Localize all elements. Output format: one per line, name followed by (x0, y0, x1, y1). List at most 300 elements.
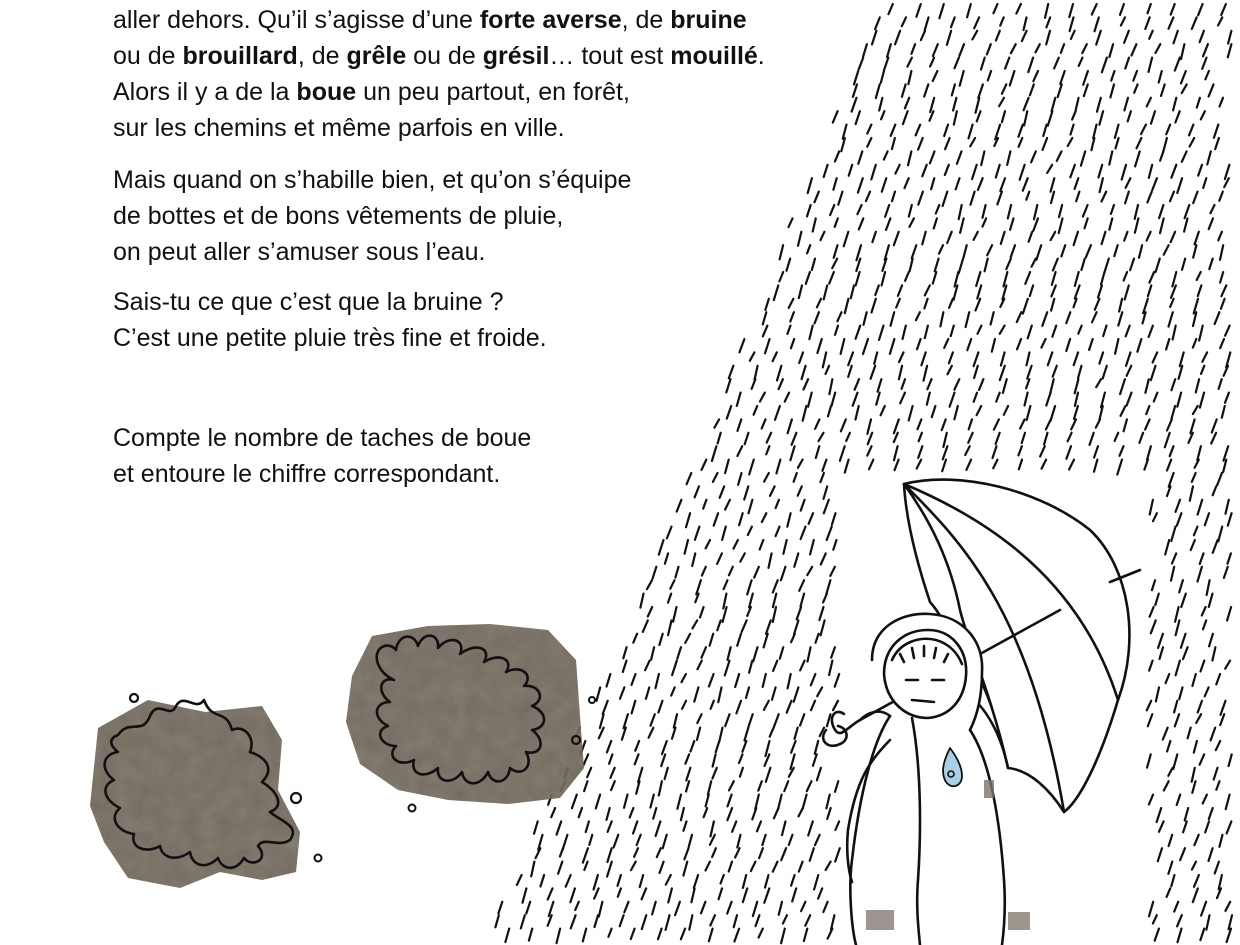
rain-streak (746, 687, 749, 698)
rain-streak (1200, 393, 1204, 408)
rain-streak (747, 580, 751, 594)
rain-streak (934, 218, 937, 228)
rain-streak (716, 741, 720, 752)
text-line: de bottes et de bons vêtements de pluie, (113, 202, 564, 230)
rain-streak (523, 888, 527, 902)
rain-streak (940, 312, 943, 326)
rain-streak (658, 701, 662, 713)
rain-streak (917, 460, 922, 469)
rain-streak (891, 125, 896, 136)
keyword-grele: grêle (346, 42, 407, 70)
rain-streak (829, 272, 834, 284)
rain-streak (607, 808, 610, 820)
rain-streak (1216, 781, 1219, 790)
rain-streak (665, 553, 668, 563)
rain-streak (909, 218, 914, 227)
rain-streak (895, 165, 899, 174)
rain-streak (799, 352, 803, 363)
rain-streak (652, 902, 656, 915)
rain-streak (1029, 232, 1033, 242)
rain-streak (1086, 245, 1091, 257)
rain-streak (918, 192, 923, 205)
rain-streak (1183, 647, 1188, 659)
rain-streak (1221, 285, 1226, 296)
rain-streak (694, 687, 698, 701)
rain-streak (820, 473, 824, 482)
rain-streak (1225, 326, 1230, 336)
rain-streak (763, 326, 768, 337)
rain-streak (1126, 352, 1131, 365)
text-line: et entoure le chiffre correspondant. (113, 460, 501, 488)
rain-streak (1008, 205, 1011, 218)
rain-streak (495, 915, 498, 927)
rain-streak (959, 44, 964, 56)
rain-streak (682, 674, 686, 682)
rain-streak (583, 754, 588, 765)
rain-streak (1220, 339, 1224, 348)
rain-streak (789, 299, 794, 308)
rain-streak (859, 58, 864, 70)
rain-streak (948, 366, 952, 375)
rain-streak (1046, 393, 1050, 406)
rain-streak (672, 728, 676, 739)
rain-streak (1096, 419, 1100, 427)
rain-streak (1227, 929, 1231, 942)
rain-streak (821, 553, 826, 564)
rain-streak (1076, 192, 1079, 202)
rain-streak (879, 98, 882, 111)
rain-streak (801, 500, 805, 511)
rain-streak (740, 553, 745, 561)
rain-streak (657, 848, 661, 857)
rain-streak (1229, 754, 1232, 766)
rain-streak (764, 473, 769, 482)
rain-streak (1158, 634, 1163, 648)
rain-streak (882, 272, 886, 285)
rain-streak (1160, 218, 1164, 233)
rain-streak (1209, 634, 1213, 647)
rain-streak (791, 634, 795, 642)
rain-streak (1198, 500, 1203, 515)
rain-streak (896, 299, 900, 308)
rain-streak (1081, 151, 1085, 165)
rain-streak (1190, 486, 1193, 500)
rain-streak (947, 31, 951, 45)
rain-streak (976, 272, 980, 286)
rain-streak (905, 178, 909, 188)
keyword-boue: boue (296, 78, 357, 106)
rain-streak (1176, 500, 1181, 512)
rain-streak (823, 352, 826, 367)
water-drop-icon (943, 748, 962, 786)
rain-streak (848, 366, 852, 377)
rain-streak (942, 460, 946, 472)
rain-streak (978, 178, 983, 190)
rain-streak (1155, 594, 1159, 606)
rain-streak (799, 580, 804, 591)
rain-streak (620, 915, 624, 926)
rain-streak (1103, 326, 1106, 337)
rain-streak (899, 352, 904, 362)
rain-streak (735, 674, 739, 687)
rain-streak (815, 312, 819, 323)
rain-streak (1202, 607, 1206, 616)
rain-streak (935, 259, 939, 272)
rain-streak (739, 513, 743, 525)
rain-streak (816, 634, 819, 643)
rain-streak (1116, 138, 1119, 148)
rain-streak (863, 44, 867, 57)
rain-streak (702, 567, 706, 576)
rain-streak (691, 888, 694, 902)
rain-streak (666, 915, 670, 930)
rain-streak (950, 393, 955, 407)
rain-streak (872, 31, 876, 45)
rain-streak (895, 31, 900, 45)
rain-streak (1219, 192, 1223, 201)
rain-streak (714, 419, 719, 427)
rain-streak (686, 513, 690, 527)
rain-streak (1227, 607, 1231, 621)
rain-streak (1165, 433, 1170, 448)
rain-streak (945, 138, 950, 149)
rain-streak (647, 580, 652, 589)
rain-streak (623, 647, 626, 658)
rain-streak (810, 848, 814, 861)
rain-streak (558, 862, 562, 874)
rain-streak (972, 165, 977, 179)
rain-streak (763, 674, 766, 687)
rain-streak (718, 687, 721, 702)
rain-streak (742, 620, 747, 632)
rain-streak (1214, 125, 1218, 138)
rain-streak (745, 728, 749, 741)
rain-streak (1193, 339, 1196, 348)
rain-streak (801, 902, 805, 911)
rain-streak (1046, 31, 1050, 45)
rain-streak (685, 540, 688, 554)
rain-streak (960, 218, 964, 232)
keyword-mouille: mouillé (670, 42, 758, 70)
rain-streak (814, 875, 818, 890)
rain-streak (943, 192, 948, 206)
rain-streak (903, 111, 908, 124)
rain-streak (943, 433, 946, 447)
rain-streak (894, 446, 898, 460)
rain-streak (648, 607, 652, 617)
rain-streak (744, 486, 748, 499)
rain-streak (1033, 71, 1038, 81)
rain-streak (977, 111, 981, 121)
rain-streak (1045, 4, 1048, 18)
rain-streak (807, 781, 812, 791)
rain-streak (596, 795, 600, 809)
rain-streak (608, 929, 611, 937)
rain-streak (1001, 232, 1005, 244)
rain-streak (1111, 71, 1114, 81)
rain-streak (666, 875, 671, 885)
rain-streak (727, 808, 732, 820)
rain-streak (659, 540, 664, 555)
rain-streak (1017, 339, 1021, 349)
rain-streak (976, 299, 981, 311)
rain-streak (845, 299, 849, 313)
rain-streak (1066, 339, 1070, 351)
rain-streak (1149, 902, 1153, 917)
rain-streak (729, 781, 734, 790)
rain-streak (1175, 58, 1180, 71)
rain-streak (1003, 379, 1007, 393)
rain-streak (635, 754, 639, 764)
rain-streak (978, 84, 983, 98)
rain-streak (1174, 31, 1178, 44)
rain-streak (1183, 821, 1187, 832)
rain-streak (974, 393, 977, 402)
rain-streak (927, 379, 931, 389)
rain-streak (900, 393, 905, 404)
rain-streak (871, 165, 876, 180)
rain-streak (1052, 272, 1056, 285)
rain-streak (855, 379, 859, 390)
rain-streak (949, 352, 953, 363)
rain-streak (1069, 460, 1074, 470)
rain-streak (505, 929, 509, 942)
rain-streak (817, 339, 821, 353)
rain-streak (1019, 460, 1022, 470)
rain-streak (791, 875, 795, 886)
rain-streak (1147, 701, 1152, 711)
rain-streak (933, 71, 938, 81)
rain-streak (783, 915, 787, 923)
rain-streak (804, 379, 809, 389)
rain-streak (724, 580, 728, 589)
rain-streak (1075, 178, 1079, 189)
rain-streak (1203, 178, 1206, 188)
rain-streak (1168, 862, 1172, 874)
rain-streak (726, 379, 730, 392)
rain-streak (996, 165, 1000, 178)
rain-streak (738, 419, 742, 431)
rain-streak (819, 607, 823, 620)
rain-streak (1053, 259, 1058, 271)
rain-streak (959, 259, 963, 273)
rain-streak (1114, 245, 1117, 256)
rain-streak (785, 393, 789, 402)
mud-splotch-2 (346, 624, 595, 812)
rain-streak (884, 58, 888, 71)
rain-streak (677, 647, 681, 658)
rain-streak (633, 821, 637, 833)
rain-streak (697, 728, 700, 740)
rain-streak (1126, 178, 1131, 188)
rain-streak (773, 661, 777, 671)
rain-streak (1167, 419, 1172, 430)
rain-streak (799, 285, 802, 298)
rain-streak (872, 299, 876, 313)
rain-streak (835, 848, 840, 861)
rain-streak (1061, 44, 1064, 53)
rain-streak (1120, 4, 1124, 15)
rain-streak (833, 111, 838, 122)
rain-streak (1051, 192, 1054, 203)
rain-streak (909, 406, 913, 421)
rain-streak (1149, 165, 1152, 178)
rain-streak (1081, 259, 1084, 270)
rain-streak (974, 366, 978, 378)
rain-streak (1203, 620, 1206, 629)
rain-streak (927, 393, 930, 405)
rain-streak (823, 902, 827, 912)
rain-streak (819, 433, 824, 441)
rain-streak (951, 326, 954, 337)
rain-streak (780, 245, 784, 259)
rain-streak (703, 500, 706, 509)
rain-streak (760, 540, 764, 550)
rain-streak (933, 44, 938, 56)
rain-streak (695, 486, 699, 497)
rain-streak (954, 111, 957, 124)
rain-streak (1225, 902, 1230, 911)
rain-streak (651, 647, 654, 660)
rain-streak (1102, 192, 1107, 202)
rain-streak (748, 527, 752, 535)
rain-streak (867, 419, 871, 434)
rain-streak (966, 460, 971, 470)
rain-streak (1227, 821, 1232, 833)
rain-streak (682, 701, 686, 709)
rain-streak (696, 580, 701, 594)
rain-streak (810, 540, 814, 554)
rain-streak (1094, 460, 1097, 472)
rain-streak (1051, 299, 1054, 311)
rain-streak (1048, 352, 1053, 365)
rain-streak (1093, 125, 1096, 139)
rain-streak (1219, 379, 1222, 389)
rain-streak (1158, 848, 1162, 861)
rain-streak (853, 393, 858, 406)
rain-streak (1181, 71, 1186, 83)
rain-streak (1120, 446, 1124, 456)
rain-streak (981, 151, 984, 165)
rain-streak (1096, 379, 1101, 387)
rain-streak (656, 674, 659, 688)
rain-streak (1159, 821, 1164, 831)
rain-streak (711, 701, 714, 709)
rain-streak (952, 84, 955, 95)
rain-streak (1137, 339, 1141, 352)
rain-streak (911, 44, 915, 54)
rain-streak (881, 406, 885, 415)
rain-streak (867, 125, 871, 134)
rain-streak (668, 620, 671, 635)
rain-streak (824, 165, 828, 177)
rain-streak (809, 513, 814, 524)
rain-streak (589, 835, 592, 845)
rain-streak (1194, 835, 1198, 845)
rain-streak (1072, 111, 1076, 119)
rain-streak (916, 4, 920, 17)
rain-streak (740, 339, 745, 352)
rain-streak (921, 31, 925, 40)
rain-streak (916, 125, 921, 136)
rain-streak (1005, 58, 1009, 69)
rain-streak (729, 366, 734, 379)
rain-streak (1147, 192, 1151, 203)
rain-streak (624, 795, 628, 808)
rain-streak (749, 661, 752, 673)
rain-streak (857, 205, 861, 214)
rain-streak (942, 419, 946, 430)
rain-streak (725, 460, 729, 474)
rain-streak (781, 567, 786, 581)
rain-streak (765, 875, 769, 888)
rain-streak (983, 218, 987, 226)
rain-streak (1051, 285, 1055, 296)
rain-streak (827, 527, 832, 540)
rain-streak (907, 58, 912, 67)
text-line: on peut aller s’amuser sous l’eau. (113, 238, 486, 266)
rain-streak (1002, 111, 1005, 122)
rain-streak (872, 232, 875, 242)
rain-streak (1147, 754, 1151, 767)
rain-streak (712, 446, 717, 461)
rain-streak (587, 768, 591, 777)
rain-streak (943, 446, 948, 459)
rain-streak (784, 781, 788, 791)
rain-streak (799, 862, 803, 872)
rain-streak (1218, 527, 1222, 542)
rain-streak (1179, 366, 1183, 379)
rain-streak (843, 125, 847, 139)
rain-streak (1111, 205, 1114, 214)
rain-streak (1115, 339, 1118, 354)
rain-streak (1198, 701, 1202, 713)
rain-streak (1171, 875, 1174, 886)
rain-streak (871, 366, 876, 379)
rain-streak (924, 366, 928, 381)
rain-streak (571, 915, 576, 928)
rain-streak (798, 232, 801, 246)
rain-streak (813, 218, 816, 231)
rain-streak (607, 741, 611, 752)
rain-streak (614, 835, 619, 848)
rain-streak (875, 285, 879, 295)
rain-streak (1181, 634, 1186, 648)
rain-streak (954, 379, 959, 389)
rain-streak (815, 835, 820, 845)
rain-streak (863, 339, 868, 354)
rain-streak (1197, 272, 1201, 280)
rain-streak (918, 419, 922, 429)
rain-streak (776, 460, 780, 474)
rain-streak (1027, 406, 1031, 420)
rain-streak (932, 406, 936, 417)
rain-streak (727, 902, 731, 914)
rain-streak (607, 674, 611, 687)
rain-streak (856, 406, 859, 420)
rain-streak (933, 272, 937, 284)
rain-streak (579, 808, 582, 817)
rain-streak (709, 929, 713, 942)
rain-streak (1175, 607, 1179, 622)
rain-streak (918, 138, 923, 150)
text-line: Compte le nombre de taches de boue (113, 424, 532, 452)
rain-streak (714, 513, 718, 525)
rain-streak (787, 701, 792, 713)
rain-streak (1214, 768, 1218, 780)
rain-streak (1030, 84, 1034, 95)
rain-streak (618, 888, 621, 896)
